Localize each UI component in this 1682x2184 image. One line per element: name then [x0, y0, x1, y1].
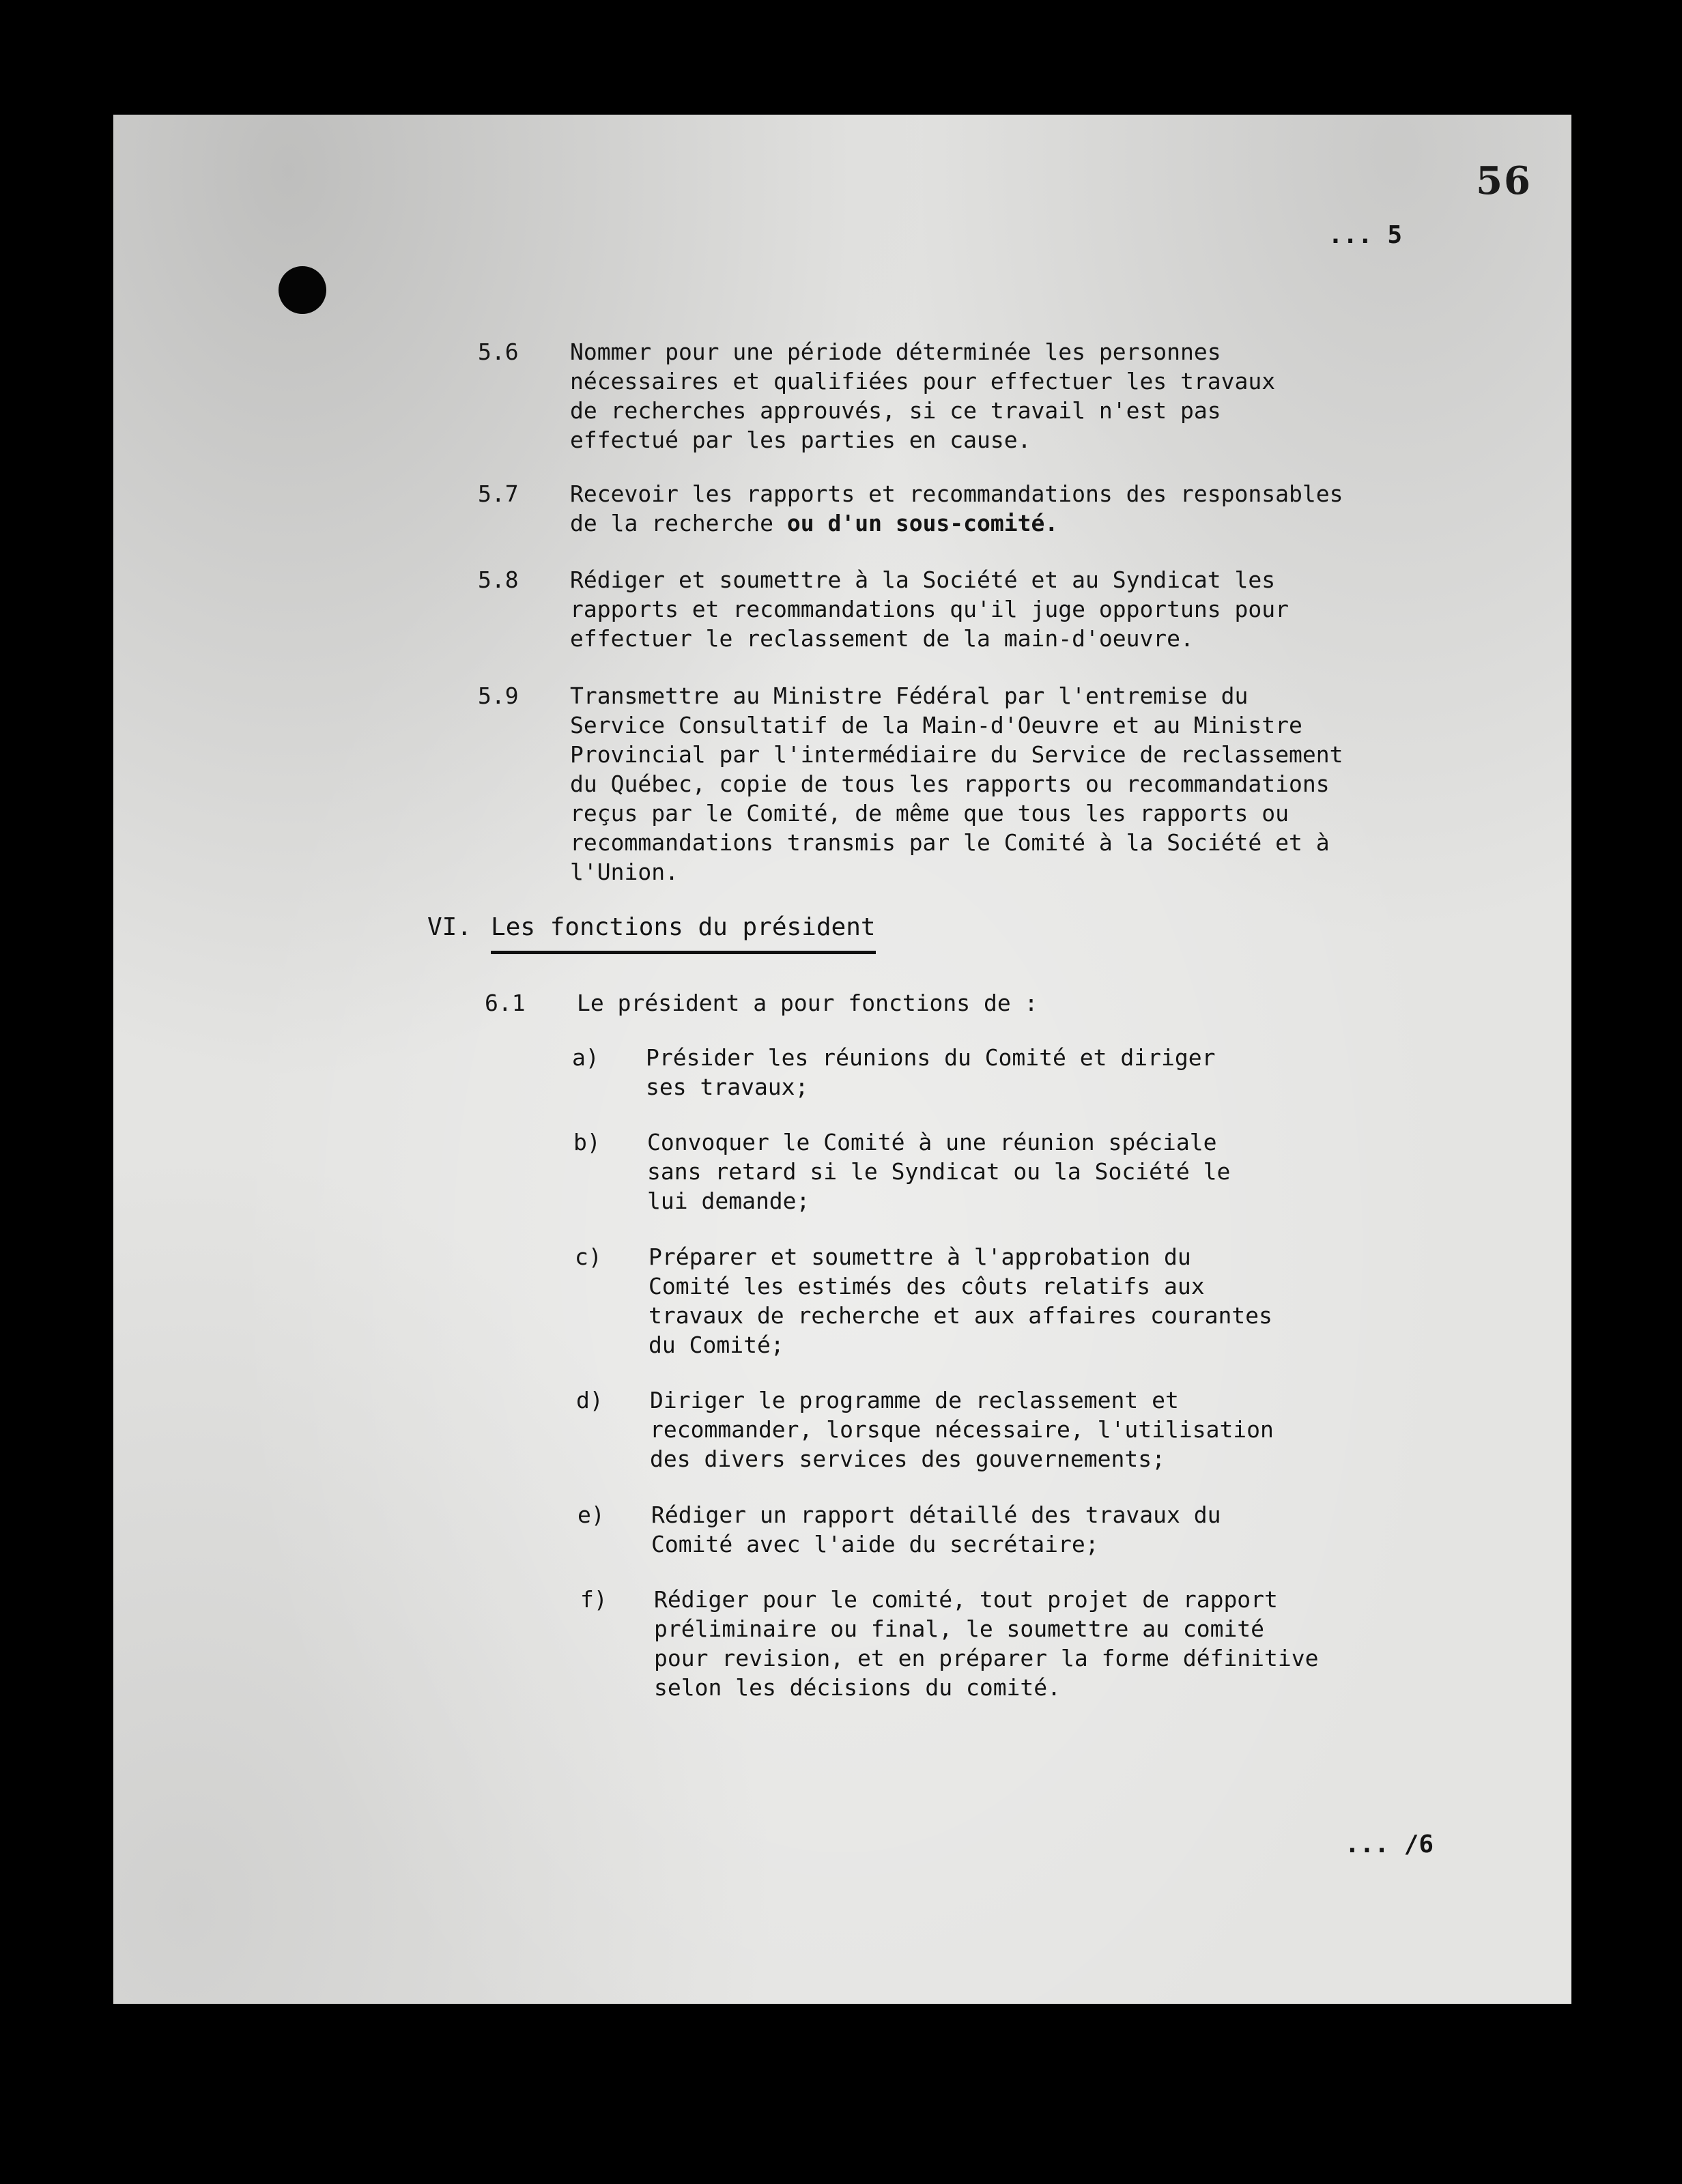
sub-clause-text [654, 1585, 1319, 1702]
sub-clause-letter: a) [572, 1044, 599, 1071]
clause-text [577, 988, 1038, 1018]
sub-clause-line: des divers services des gouvernements; [650, 1446, 1165, 1472]
clause-line: rapports et recommandations qu'il juge opportuns pour [570, 596, 1289, 622]
sub-clause-text [647, 1127, 1230, 1216]
section-title: Les fonctions du président [491, 913, 876, 954]
sub-clause-line: Présider les réunions du Comité et diriger [646, 1044, 1216, 1071]
sub-clause-line: Comité avec l'aide du secrétaire; [651, 1531, 1099, 1557]
clause-number: 5.7 [478, 480, 519, 507]
clause-line: Recevoir les rapports et recommandations des responsables [570, 480, 1343, 507]
clause-text [570, 337, 1275, 455]
sub-clause-line: Rédiger un rapport détaillé des travaux du [651, 1502, 1221, 1528]
sub-clause-letter: d) [576, 1387, 603, 1413]
clause-line: Le président a pour fonctions de : [577, 990, 1038, 1016]
sub-clause-letter: e) [578, 1502, 605, 1528]
sub-clause-letter: c) [575, 1244, 602, 1270]
handwritten-insert: ou d'un sous-comité. [786, 510, 1059, 536]
sub-clause-text [648, 1242, 1272, 1360]
section-numeral: VI. [427, 913, 472, 941]
clause-line-with-insert [570, 508, 1343, 538]
clause-number: 5.8 [478, 566, 519, 593]
sub-clause-line: du Comité; [648, 1332, 784, 1358]
clause-line: l'Union. [570, 859, 679, 885]
sub-clause-line: Diriger le programme de reclassement et [650, 1387, 1179, 1413]
clause-line: Rédiger et soumettre à la Société et au Syndicat les [570, 566, 1276, 593]
clause-number: 5.9 [478, 682, 519, 709]
sub-clause-text [651, 1500, 1221, 1559]
clause-line: Nommer pour une période déterminée les personnes [570, 339, 1221, 365]
sub-clause-letter: b) [573, 1129, 601, 1155]
sub-clause-line: lui demande; [647, 1188, 810, 1214]
clause-line: de recherches approuvés, si ce travail n'est pas [570, 397, 1221, 424]
sub-clause-line: sans retard si le Syndicat ou la Société le [647, 1158, 1231, 1185]
continuation-marker-top: ... 5 [1328, 221, 1402, 249]
sub-clause-line: Préparer et soumettre à l'approbation du [648, 1244, 1191, 1270]
sub-clause-line: Rédiger pour le comité, tout projet de rapport [654, 1586, 1278, 1613]
clause-text [570, 681, 1343, 887]
sub-clause-text [650, 1385, 1274, 1474]
clause-line: nécessaires et qualifiées pour effectuer les travaux [570, 368, 1276, 394]
sub-clause-text [646, 1043, 1215, 1102]
sub-clause-line: travaux de recherche et aux affaires courantes [648, 1302, 1272, 1329]
sub-clause-line: pour revision, et en préparer la forme définitive [654, 1645, 1319, 1671]
clause-text [570, 479, 1343, 538]
clause-line: Service Consultatif de la Main-d'Oeuvre et au Ministre [570, 712, 1302, 738]
sub-clause-line: préliminaire ou final, le soumettre au comité [654, 1615, 1265, 1642]
section-heading [427, 913, 876, 954]
clause-line: du Québec, copie de tous les rapports ou recommandations [570, 771, 1330, 797]
clause-number: 6.1 [485, 990, 526, 1016]
sub-clause-line: selon les décisions du comité. [654, 1674, 1061, 1701]
clause-number: 5.6 [478, 339, 519, 365]
continuation-marker-bottom: ... /6 [1344, 1830, 1434, 1858]
clause-line: Transmettre au Ministre Fédéral par l'entremise du [570, 682, 1249, 709]
sub-clause-letter: f) [580, 1586, 608, 1613]
clause-line: recommandations transmis par le Comité à la Société et à [570, 829, 1330, 856]
page-number: 56 [1476, 158, 1532, 203]
clause-text [570, 565, 1289, 653]
document-page [113, 115, 1571, 2004]
sub-clause-line: Comité les estimés des côuts relatifs aux [648, 1273, 1205, 1299]
sub-clause-line: ses travaux; [646, 1074, 809, 1100]
clause-line: reçus par le Comité, de même que tous les rapports ou [570, 800, 1289, 827]
sub-clause-line: Convoquer le Comité à une réunion spéciale [647, 1129, 1217, 1155]
sub-clause-line: recommander, lorsque nécessaire, l'utilisation [650, 1416, 1274, 1443]
clause-line: effectué par les parties en cause. [570, 427, 1031, 453]
clause-line: effectuer le reclassement de la main-d'oeuvre. [570, 625, 1194, 652]
clause-line: de la recherche [570, 510, 774, 536]
punch-hole [279, 266, 326, 314]
clause-line: Provincial par l'intermédiaire du Service de reclassement [570, 741, 1343, 768]
